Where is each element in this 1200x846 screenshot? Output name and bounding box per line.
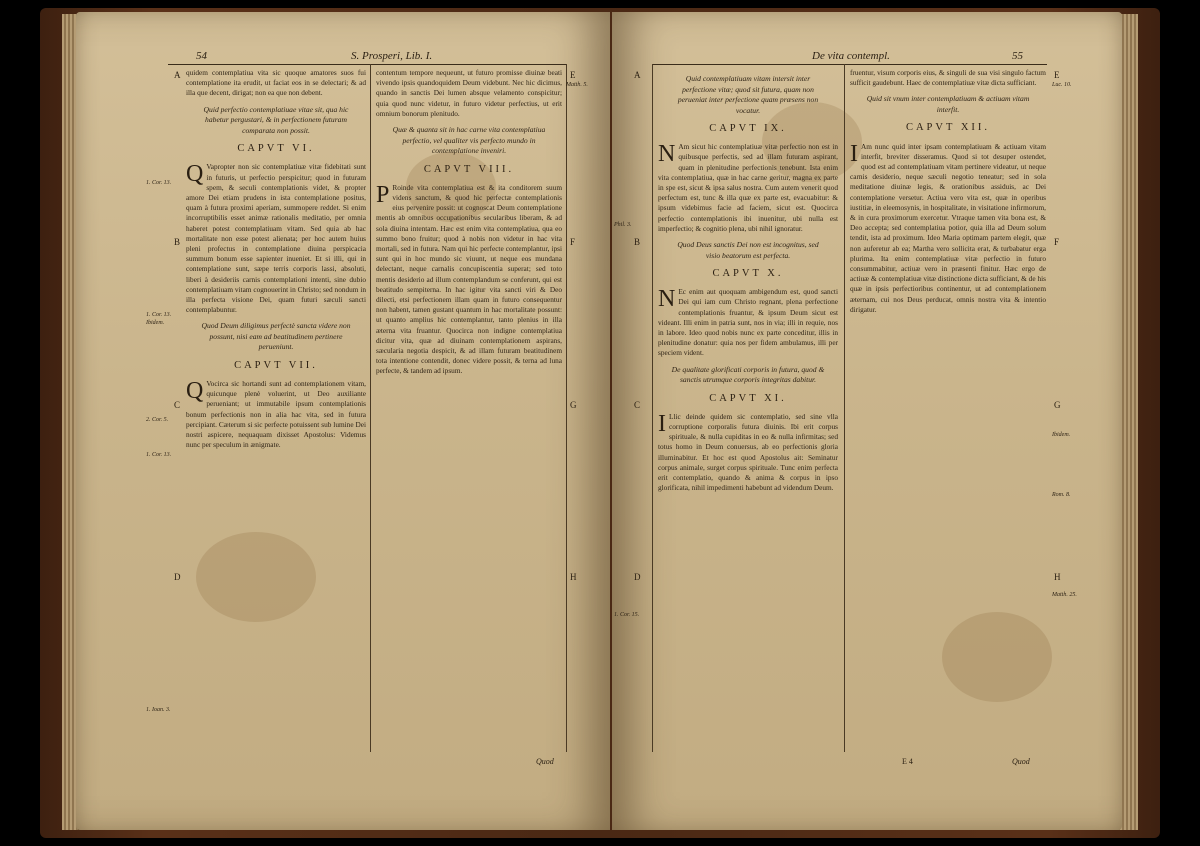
chapter-heading: CAPVT X. [712,268,784,280]
margin-letter: B [174,237,181,247]
chapter-text: Llic deinde quidem sic contemplatio, sed sine vlla corruptione corporalis futura diuinis. Ibi erit corpus spirituale, & nulla cupiditas in eo & nulla infirmitas; sed totus homo in Deum conuersus, ab eo perfectionis gloria illuminabitur. Et hoc est quod Apostolus ait: Seminatur corpus animale, surget corpus spirituale. Tunc enim perfecta erit contemplatio, quando & anima & corpus in ipso glorificata, nihil impedimenti habebunt ad videndum Deum. [658,411,838,493]
column-divider [370,64,371,752]
margin-letter: A [634,70,641,80]
margin-letter: H [1054,572,1061,582]
column-divider [844,64,845,752]
signature-mark: E 4 [902,757,913,766]
catchword: Quod [536,757,554,766]
chapter-text: Am sicut hic contemplatiuæ vitæ perfectio non est in quibusque perfectis, sed ad illam futuram aspirant, quam in plenitudine perfectionis tenebunt. Ista enim vita contemplatiua, quæ in hac carne geritur, magna ex parte in spe est, sicut & ipsa salus nostra. Cum autem venerit quod perfectum est, tunc & illa quæ ex parte est, evacuabitur: & ipsum videbimus facie ad faciem, sicut est. Quocirca perfectio contemplationis ibi inuenitur, ubi nulla est imperfectio; & cognitio plena, ubi nihil ignoratur. [658,142,838,233]
margin-note: Matth. 25. [1052,592,1077,598]
margin-note: 1. Cor. 13. [146,180,172,186]
drop-cap: I [658,410,666,437]
margin-letter: C [174,400,181,410]
margin-note: 1. Cor. 13. Ibidem. [146,312,172,326]
margin-note: Rom. 8. [1052,492,1071,498]
running-title: S. Prosperi, Lib. I. [351,50,433,62]
chapter-summary: Quæ & quanta sit in hac carne vita contemplatiua perfectio, vel qualiter vis perfecto mundo in contemplatione inveniri. [392,125,546,156]
margin-note: Ibidem. [1052,432,1071,438]
margin-note: 1. Ioan. 3. [146,707,171,713]
margin-letter: F [1054,237,1060,247]
chapter-heading: CAPVT VII. [234,359,318,371]
margin-letter: A [174,70,181,80]
drop-cap: N [658,286,676,313]
margin-letter: H [570,572,577,582]
margin-note: Matth. 5. [566,82,588,88]
chapter-heading: CAPVT XI. [709,392,787,404]
drop-cap: N [658,141,676,168]
chapter-summary: Quod Deus sanctis Dei non est incognitus, sed visio beatorum est perfecta. [677,240,819,260]
paragraph: contentum tempore nequeunt, ut futuro promisse diuinæ beati vivendo ipsis quandoquidem Deum videbunt. Nec hic dicimus, quando in sanctis Dei lumen absque velamento conspicitur; quia quod nunc videtur, in futuro videtur perfectius, ut erit omnium bonorum plenitudo. [376,68,562,118]
paragraph [376,183,562,377]
paragraph: quidem contemplatiua vita sic quoque amatores suos fui contemplatione ita erudit, ut faciat eos in se delectari; & ad illa que decent, dirigat; non ea que non debent. [186,68,366,98]
paragraph [186,162,366,315]
chapter-text: Ec enim aut quoquam ambigendum est, quod sancti Dei qui iam cum Christo regnant, plena perfectione contemplationis fruantur, & ipsum Deum sicut est videant. Illi enim in patria sunt, nos in via; illi in requie, nos in labore. Ideo quod nobis nunc ex parte conceditur, illis in plenitudine donatur: quia nos per fidem ambulamus, illi per speciem vident. [658,287,838,358]
paragraph [186,379,366,450]
margin-note: Phil. 3. [614,222,632,228]
paragraph [658,412,838,494]
paragraph: fruentur, visum corporis eius, & singuli de sua visi singulo factum sufficit gaudebunt. Haec de contemplatiuæ vitæ dicta sufficiant. [850,68,1046,88]
margin-note: 1. Cor. 13. [146,452,172,458]
right-column-2 [850,68,1046,752]
chapter-heading: CAPVT XII. [905,122,991,134]
margin-note: Luc. 10. [1052,82,1072,88]
margin-letter: E [570,70,576,80]
header-rule [652,64,1047,65]
paragraph [850,142,1046,315]
header-rule [168,64,566,65]
chapter-summary: Quod Deum diligimus perfectè sancta videre non possunt, nisi eam ad beatitudinem pertinere perueniunt. [201,321,351,352]
paragraph [658,142,838,234]
margin-letter: D [174,572,181,582]
chapter-heading: CAPVT VI. [237,143,315,155]
drop-cap: Q [186,378,204,405]
right-page [612,12,1122,830]
chapter-heading: CAPVT VIII. [423,163,515,175]
chapter-summary: De qualitate glorificati corporis in futura, quod & sanctis utrumque corporis integritas dabitur. [671,364,825,385]
chapter-summary: Quid contemplatiuam vitam intersit inter perfectione vitæ; quod sit futura, quam non perueniat inter perfectione quam præsens non vocatur. [677,74,819,115]
chapter-text: Vocirca sic hortandi sunt ad contemplationem vitam, quicunque plenè voluerint, ut Deo auxiliante perueniant; ut immutabile ipsum contemplationis bonum perfectionis non in alia hac vita, sed in futura percipiant. Cæterum si sic perfecte potuissent sub lumine Dei nostri aspicere, nequaquam dixisset Apostolus: Videmus nunc per speculum in ænigmate. [186,379,366,450]
right-column-1 [658,68,838,752]
left-page [76,12,610,830]
paragraph [658,287,838,358]
chapter-summary: Quid sit vnum inter contemplatiuam & actiuam vitam interfit. [866,94,1030,114]
margin-rule [566,64,567,752]
chapter-text: Vapropter non sic contemplatiuæ vitæ fidebitati sunt in futuris, ut perfectio perspicitur; quod in futuram spem, & seculi contemplationis videt, & propter amore Dei etiam prudens in ista contemplatione positus, quam à futura proximi aperiam, summopere reddet. Si enim incorruptibilis esset animæ rationalis meditatio, per omnia haberet potest contemplatiuam vitam. Sed quia ab hac mortalitate non esse potest alienata; per hoc autem huius pleni profectus in contemplatione diuina perspicacia summum bonum esse sapienter inueniet. Et si illi, qui in contemplatione sunt, sæpe terris corporis lassi, absoluti, liberi à desideriis carnis contemplationi intenti, sine dubio contemplatiuam vitam cognouerint in Christo; sed nondum in illa perfecta visione Dei, quam futuri sæculi sancti contemplabuntur. [186,162,366,315]
catchword: Quod [1012,757,1030,766]
running-title: De vita contempl. [812,50,890,62]
chapter-summary: Quid perfectio contemplatiuae vitae sit, qua hic habetur pergustari, & in perfectionem futuram comparata non possit. [203,104,349,135]
page-number: 54 [196,50,207,62]
margin-letter: E [1054,70,1060,80]
drop-cap: P [376,181,390,208]
margin-note: 2. Cor. 5. [146,417,169,423]
page-number: 55 [1012,50,1023,62]
drop-cap: Q [186,161,204,188]
margin-letter: G [1054,400,1061,410]
margin-note: 1. Cor. 15. [614,612,640,618]
margin-letter: G [570,400,577,410]
margin-letter: B [634,237,641,247]
margin-letter: D [634,572,641,582]
chapter-text: Roinde vita contemplatiua est & ita conditorem suum videns sanctum, & quod hic perfectæ contemplationis eius pervenire possit: ut cognoscat Deum contemplatione mentis ab omnibus occupationibus secularibus liberam, & ad sola diuina intentam. Hæc est enim vita contemplatiua, qua eo summo bono fruitur; quod à nobis non videtur in hac vita mortali, sed in futura. Nam qui hic perfecte contemplantur, ipsi sunt qui in hoc mundo sic viuunt, ut neque eos mundana delectant, neque carnalis concupiscentia superat; sed toto mentis desiderio ad illum contemplandum se conferunt, qui est beatitudo sempiterna. In hac igitur vita sancti viri & Deo dilecti, etsi perfectionem illam quam in futuro consequentur non habent, tamen gustant quantum in hac mortalitate possunt: ut quanto amplius hic contemplantur, tanto plenius in illa æterna vita fruantur. Quocirca non indigne contemplatiua dicitur vita, quæ ad diuinam contemplationem aspirans, sæcularia negotia despicit, & ad illam futuram beatitudinem tota intentione contendit, donec videre possit, & terna ad luna perfecte, & tandem ad ipsum. [376,182,562,376]
left-column-2 [376,68,562,752]
drop-cap: I [850,140,858,167]
margin-letter: F [570,237,576,247]
chapter-heading: CAPVT IX. [709,123,787,134]
chapter-text: Am nunc quid inter ipsam contemplatiuam & actiuam vitam interfit, breviter disseramus. Quod si tot desuper ostendet, quod est ad contemplatiuam vitam pertinere videatur, ut neque carnis desiderio, neque sæculi negotio teneatur; sed in sola meditatione diuinæ legis, & orationibus assiduis, ac Dei contemplatione versetur. Actiua vero vita est, quæ in operibus iustitiæ, in eleemosynis, in hospitalitate, in visitatione infirmorum, & in cura proximorum exercetur. Vtraque tamen vita bona est, & Deo accepta; sed contemplatiua potior, quia illa ad Deum solum tendit, ista ad proximum. Ideo Maria optimam partem elegit, quæ non auferetur ab ea; Martha vero sollicita erat, & turbabatur erga plurima. Ita enim contemplatiuæ vitæ perfectio in futuro consummabitur, actiuæ vero in præsenti finitur. Hæc ergo de actiuæ & contemplatiuæ vitæ distinctione dicta sufficiant, & de his quæ in ipsis perfectioribus continentur, ut ad contemplationem æternam, cui nos Deus perducat, omnis nostra vita & intentio dirigatur. [850,141,1046,314]
margin-letter: C [634,400,641,410]
left-column-1 [186,68,366,752]
margin-rule [652,64,653,752]
